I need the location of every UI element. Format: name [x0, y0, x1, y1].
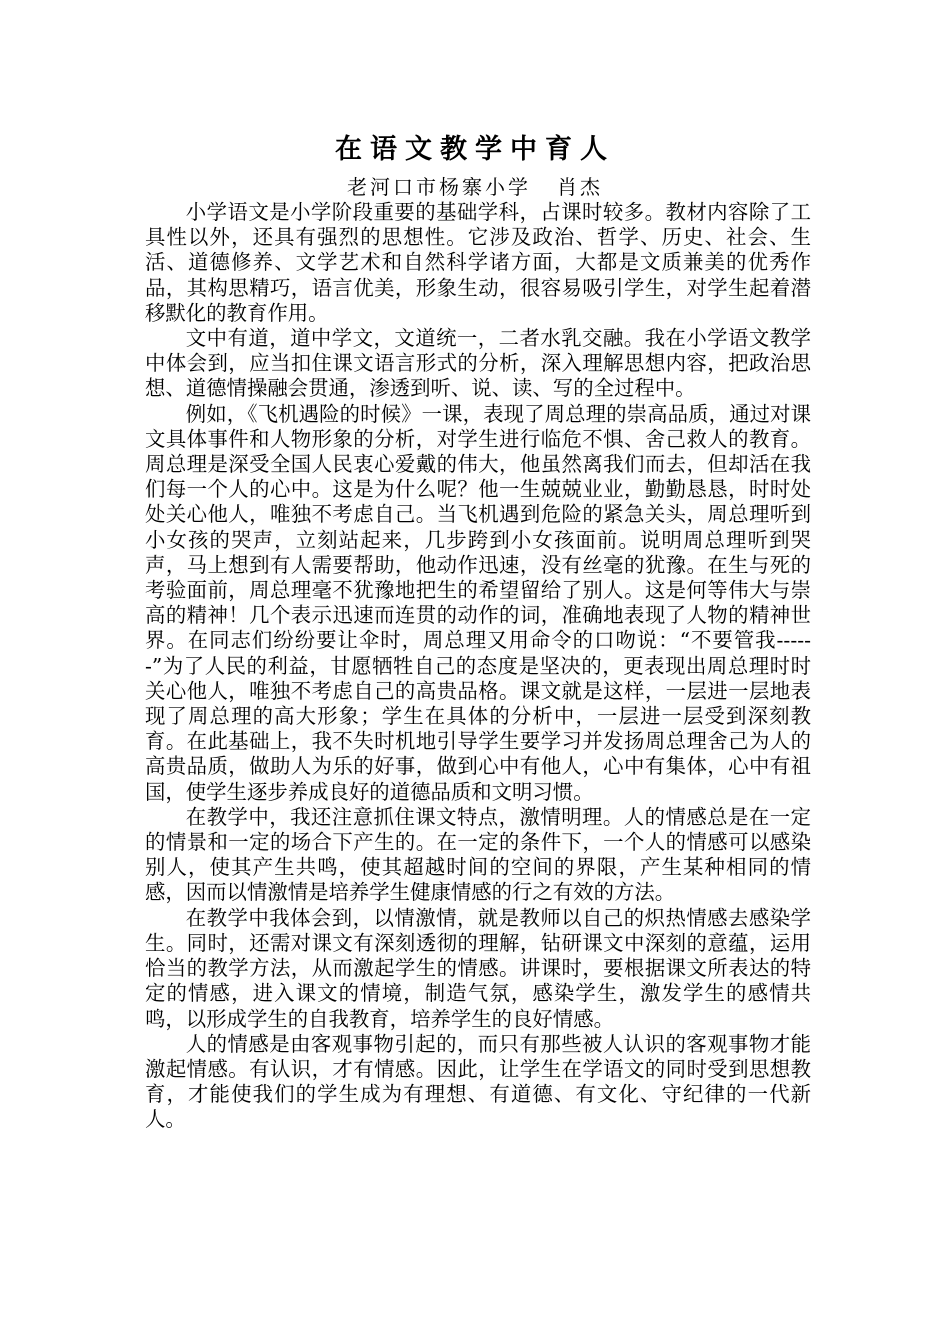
document-title: 在语文教学中育人 [335, 134, 615, 165]
paragraph: 小学语文是小学阶段重要的基础学科，占课时较多。教材内容除了工具性以外，还具有强烈的思想性。它涉及政治、哲学、历史、社会、生活、道德修养、文学艺术和自然科学诸方面，大都是文质兼美的优秀作品，其构思精巧，语言优美，形象生动，很容易吸引学生，对学生起着潜移默化的教育作用。 [145, 200, 811, 325]
paragraph: 文中有道，道中学文，文道统一，二者水乳交融。我在小学语文教学中体会到，应当扣住课文语言形式的分析，深入理解思想内容，把政治思想、道德情操融会贯通，渗透到听、说、读、写的全过程中。 [145, 326, 811, 401]
paragraph: 例如，《飞机遇险的时候》一课，表现了周总理的崇高品质，通过对课文具体事件和人物形象的分析，对学生进行临危不惧、舍己救人的教育。周总理是深受全国人民衷心爱戴的伟大，他虽然离我们而去，但却活在我们每一个人的心中。这是为什么呢？他一生兢兢业业，勤勤恳恳，时时处处关心他人，唯独不考虑自己。当飞机遇到危险的紧急关头，周总理听到小女孩的哭声，立刻站起来，几步跨到小女孩面前。说明周总理听到哭声，马上想到有人需要帮助，他动作迅速，没有丝毫的犹豫。在生与死的考验面前，周总理毫不犹豫地把生的希望留给了别人。这是何等伟大与崇高的精神！几个表示迅速而连贯的动作的词，准确地表现了人物的精神世界。在同志们纷纷要让伞时，周总理又用命令的口吻说：“不要管我------”为了人民的利益，甘愿牺牲自己的态度是坚决的，更表现出周总理时时关心他人，唯独不考虑自己的高贵品格。课文就是这样，一层进一层地表现了周总理的高大形象；学生在具体的分析中，一层进一层受到深刻教育。在此基础上，我不失时机地引导学生要学习并发扬周总理舍己为人的高贵品质，做助人为乐的好事，做到心中有他人，心中有集体，心中有祖国，使学生逐步养成良好的道德品质和文明习惯。 [145, 401, 811, 804]
article-body [145, 200, 811, 1133]
paragraph: 在教学中，我还注意抓住课文特点，激情明理。人的情感总是在一定的情景和一定的场合下产生的。在一定的条件下，一个人的情感可以感染别人，使其产生共鸣，使其超越时间的空间的界限，产生某种相同的情感，因而以情激情是培养学生健康情感的行之有效的方法。 [145, 804, 811, 905]
school-name: 老河口市杨寨小学 [347, 175, 531, 199]
paragraph: 人的情感是由客观事物引起的，而只有那些被人认识的客观事物才能激起情感。有认识，才有情感。因此，让学生在学语文的同时受到思想教育，才能使我们的学生成为有理想、有道德、有文化、守纪律的一代新人。 [145, 1031, 811, 1132]
author-name: 肖杰 [557, 175, 603, 199]
paragraph: 在教学中我体会到，以情激情，就是教师以自己的炽热情感去感染学生。同时，还需对课文有深刻透彻的理解，钻研课文中深刻的意蕴，运用恰当的教学方法，从而激起学生的情感。讲课时，要根据课文所表达的特定的情感，进入课文的情境，制造气氛，感染学生，激发学生的感情共鸣，以形成学生的自我教育，培养学生的良好情感。 [145, 905, 811, 1031]
author-line [0, 175, 950, 199]
